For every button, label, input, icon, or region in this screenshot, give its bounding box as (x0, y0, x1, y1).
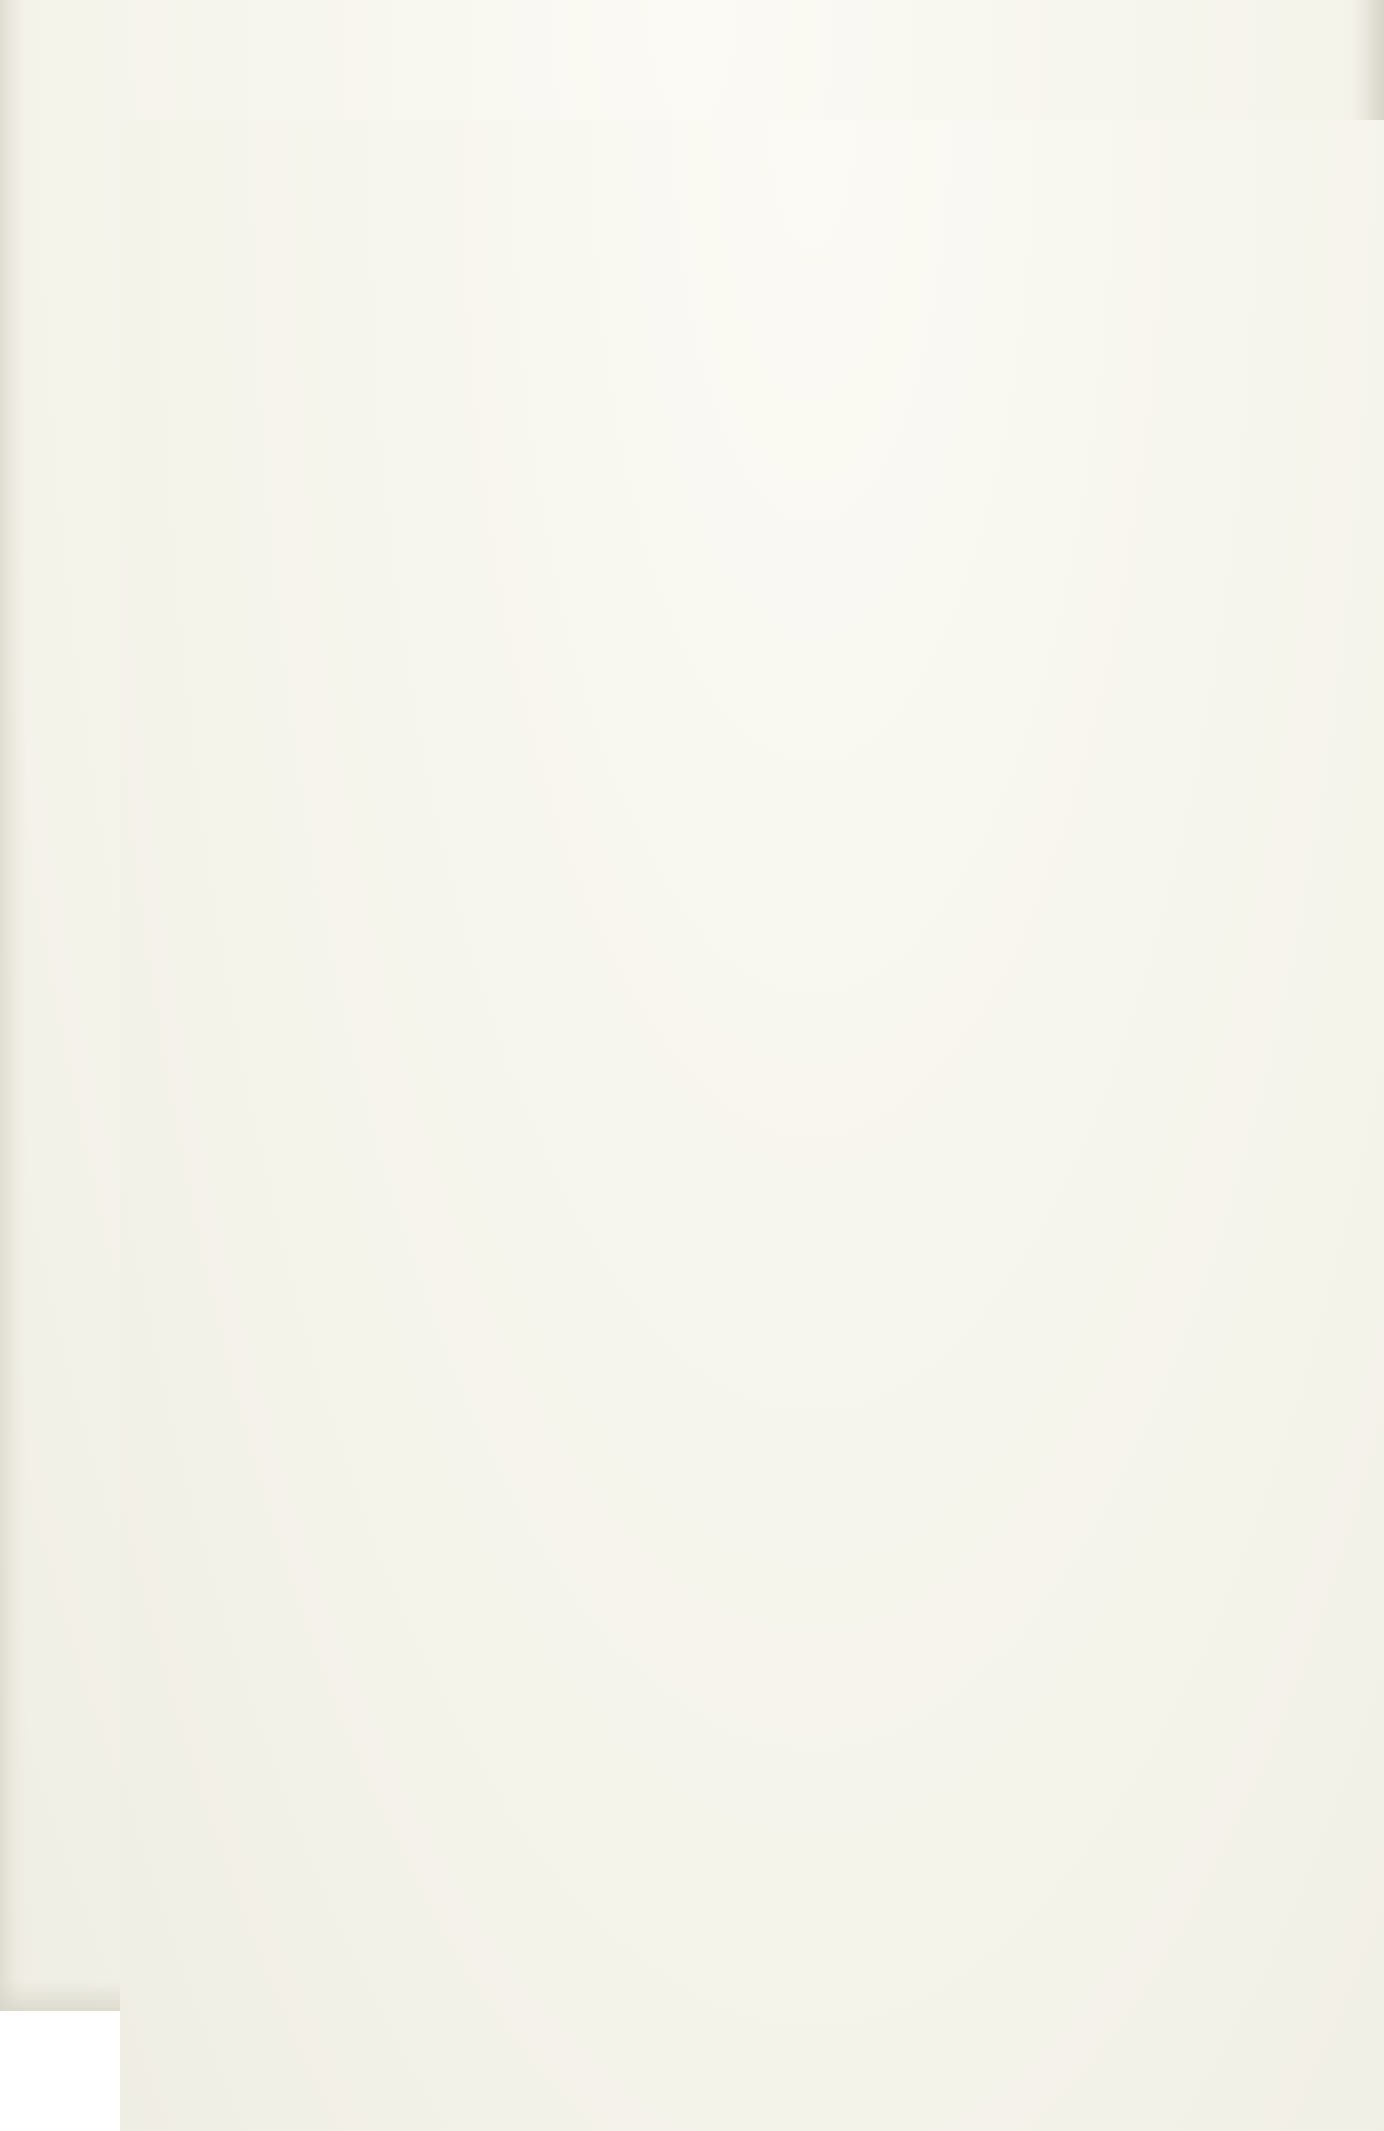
page-content (120, 120, 1240, 782)
toc-entry-page (120, 120, 1384, 2131)
toc-entry[interactable] (120, 734, 1055, 759)
toc-list-3 (120, 734, 1240, 759)
page-edge-shadow-left (0, 0, 26, 2011)
